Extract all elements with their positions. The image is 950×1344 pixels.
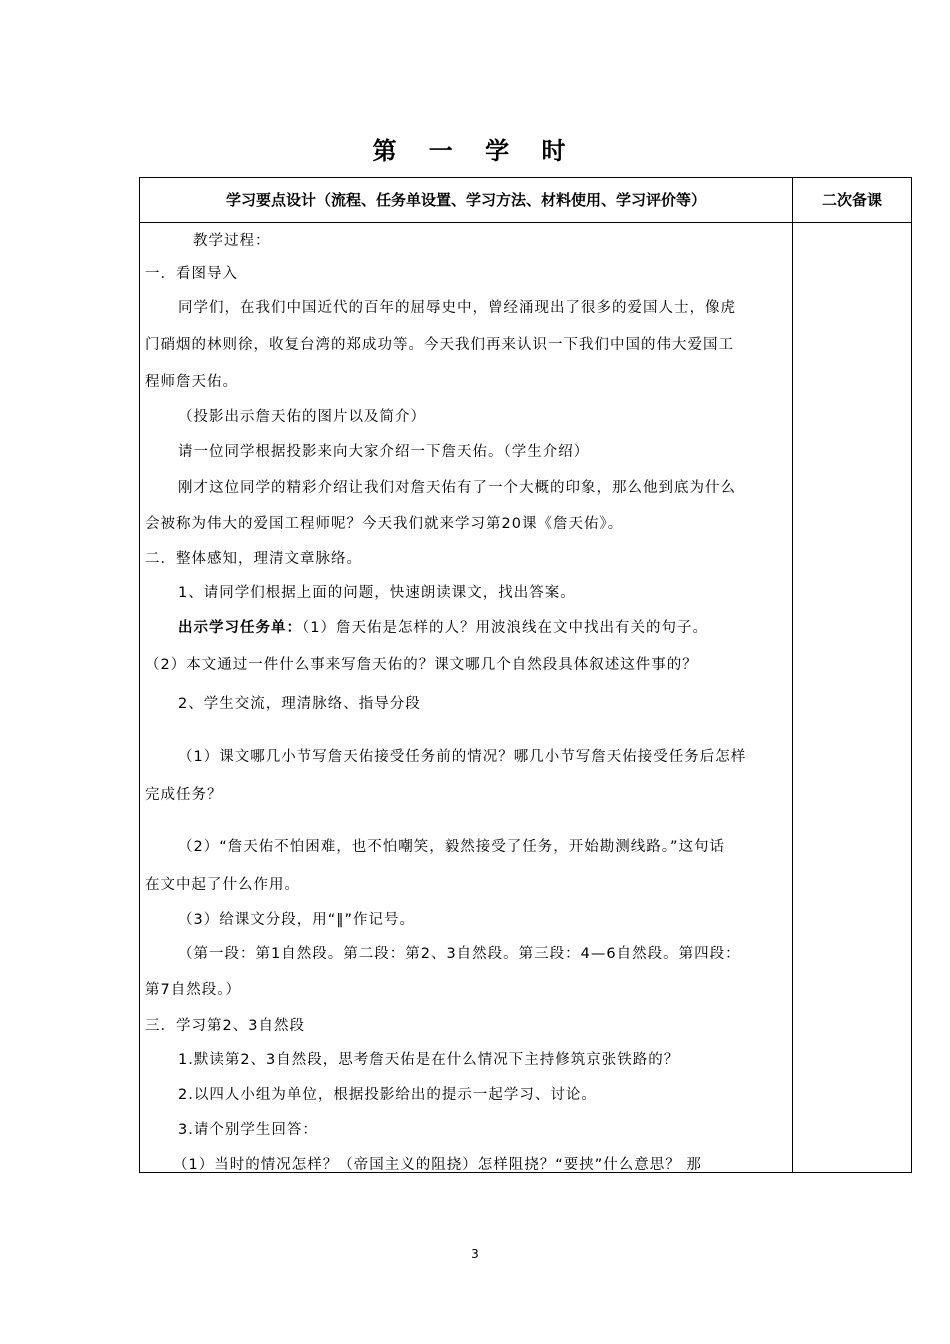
text-line: 请一位同学根据投影来向大家介绍一下詹天佑。（学生介绍） xyxy=(178,444,590,460)
text-line: 同学们，在我们中国近代的百年的屈辱史中，曾经涌现出了很多的爱国人士，像虎 xyxy=(178,300,736,316)
page-title: 第 一 学 时 xyxy=(372,137,578,165)
header-second-prep: 二次备课 xyxy=(821,191,882,209)
task-label: 出示学习任务单： xyxy=(178,620,302,636)
text-line: 在文中起了什么作用。 xyxy=(145,877,300,893)
text-line: 完成任务？ xyxy=(145,787,223,803)
text-line: 1、请同学们根据上面的问题，快速朗读课文，找出答案。 xyxy=(178,585,576,601)
text-line: 程师詹天佑。 xyxy=(145,374,238,390)
text-line: 2.以四人小组为单位，根据投影给出的提示一起学习、讨论。 xyxy=(178,1087,597,1103)
text-line: 第7自然段。） xyxy=(145,982,241,998)
section-heading: 二．整体感知，理清文章脉络。 xyxy=(145,551,362,567)
text-line: 会被称为伟大的爱国工程师呢？今天我们就来学习第20课《詹天佑》。 xyxy=(145,516,624,532)
text-line: 教学过程： xyxy=(193,233,271,249)
text-line: （第一段：第1自然段。第二段：第2、3自然段。第三段：4—6自然段。第四段： xyxy=(178,946,741,962)
task-text: （1）詹天佑是怎样的人？用波浪线在文中找出有关的句子。 xyxy=(302,620,708,636)
page-number: 3 xyxy=(471,1247,479,1261)
text-line: 2、学生交流，理清脉络、指导分段 xyxy=(178,696,421,712)
task-line xyxy=(178,615,708,641)
text-line: （2）本文通过一件什么事来写詹天佑的？课文哪几个自然段具体叙述这件事的？ xyxy=(145,657,698,673)
column-divider xyxy=(792,178,793,1172)
section-heading: 三．学习第2、3自然段 xyxy=(145,1018,305,1034)
text-line: 1.默读第2、3自然段，思考詹天佑是在什么情况下主持修筑京张铁路的？ xyxy=(178,1052,680,1068)
text-line: （投影出示詹天佑的图片以及简介） xyxy=(178,409,426,425)
section-heading: 一．看图导入 xyxy=(145,266,238,282)
text-line: 门硝烟的林则徐，收复台湾的郑成功等。今天我们再来认识一下我们中国的伟大爱国工 xyxy=(145,337,734,353)
table-header-row xyxy=(140,178,911,223)
text-line: （3）给课文分段，用“‖”作记号。 xyxy=(178,912,415,928)
text-line: 3.请个别学生回答： xyxy=(178,1122,318,1138)
text-line: 刚才这位同学的精彩介绍让我们对詹天佑有了一个大概的印象，那么他到底为什么 xyxy=(178,480,736,496)
text-line: （2）“詹天佑不怕困难，也不怕嘲笑，毅然接受了任务，开始勘测线路。”这句话 xyxy=(178,839,725,855)
text-line: （1）当时的情况怎样？（帝国主义的阻挠）怎样阻挠？“要挟”什么意思？ 那 xyxy=(173,1157,702,1173)
header-learning-design: 学习要点设计（流程、任务单设置、学习方法、材料使用、学习评价等） xyxy=(225,191,706,209)
text-line: （1）课文哪几小节写詹天佑接受任务前的情况？哪几小节写詹天佑接受任务后怎样 xyxy=(178,749,747,765)
